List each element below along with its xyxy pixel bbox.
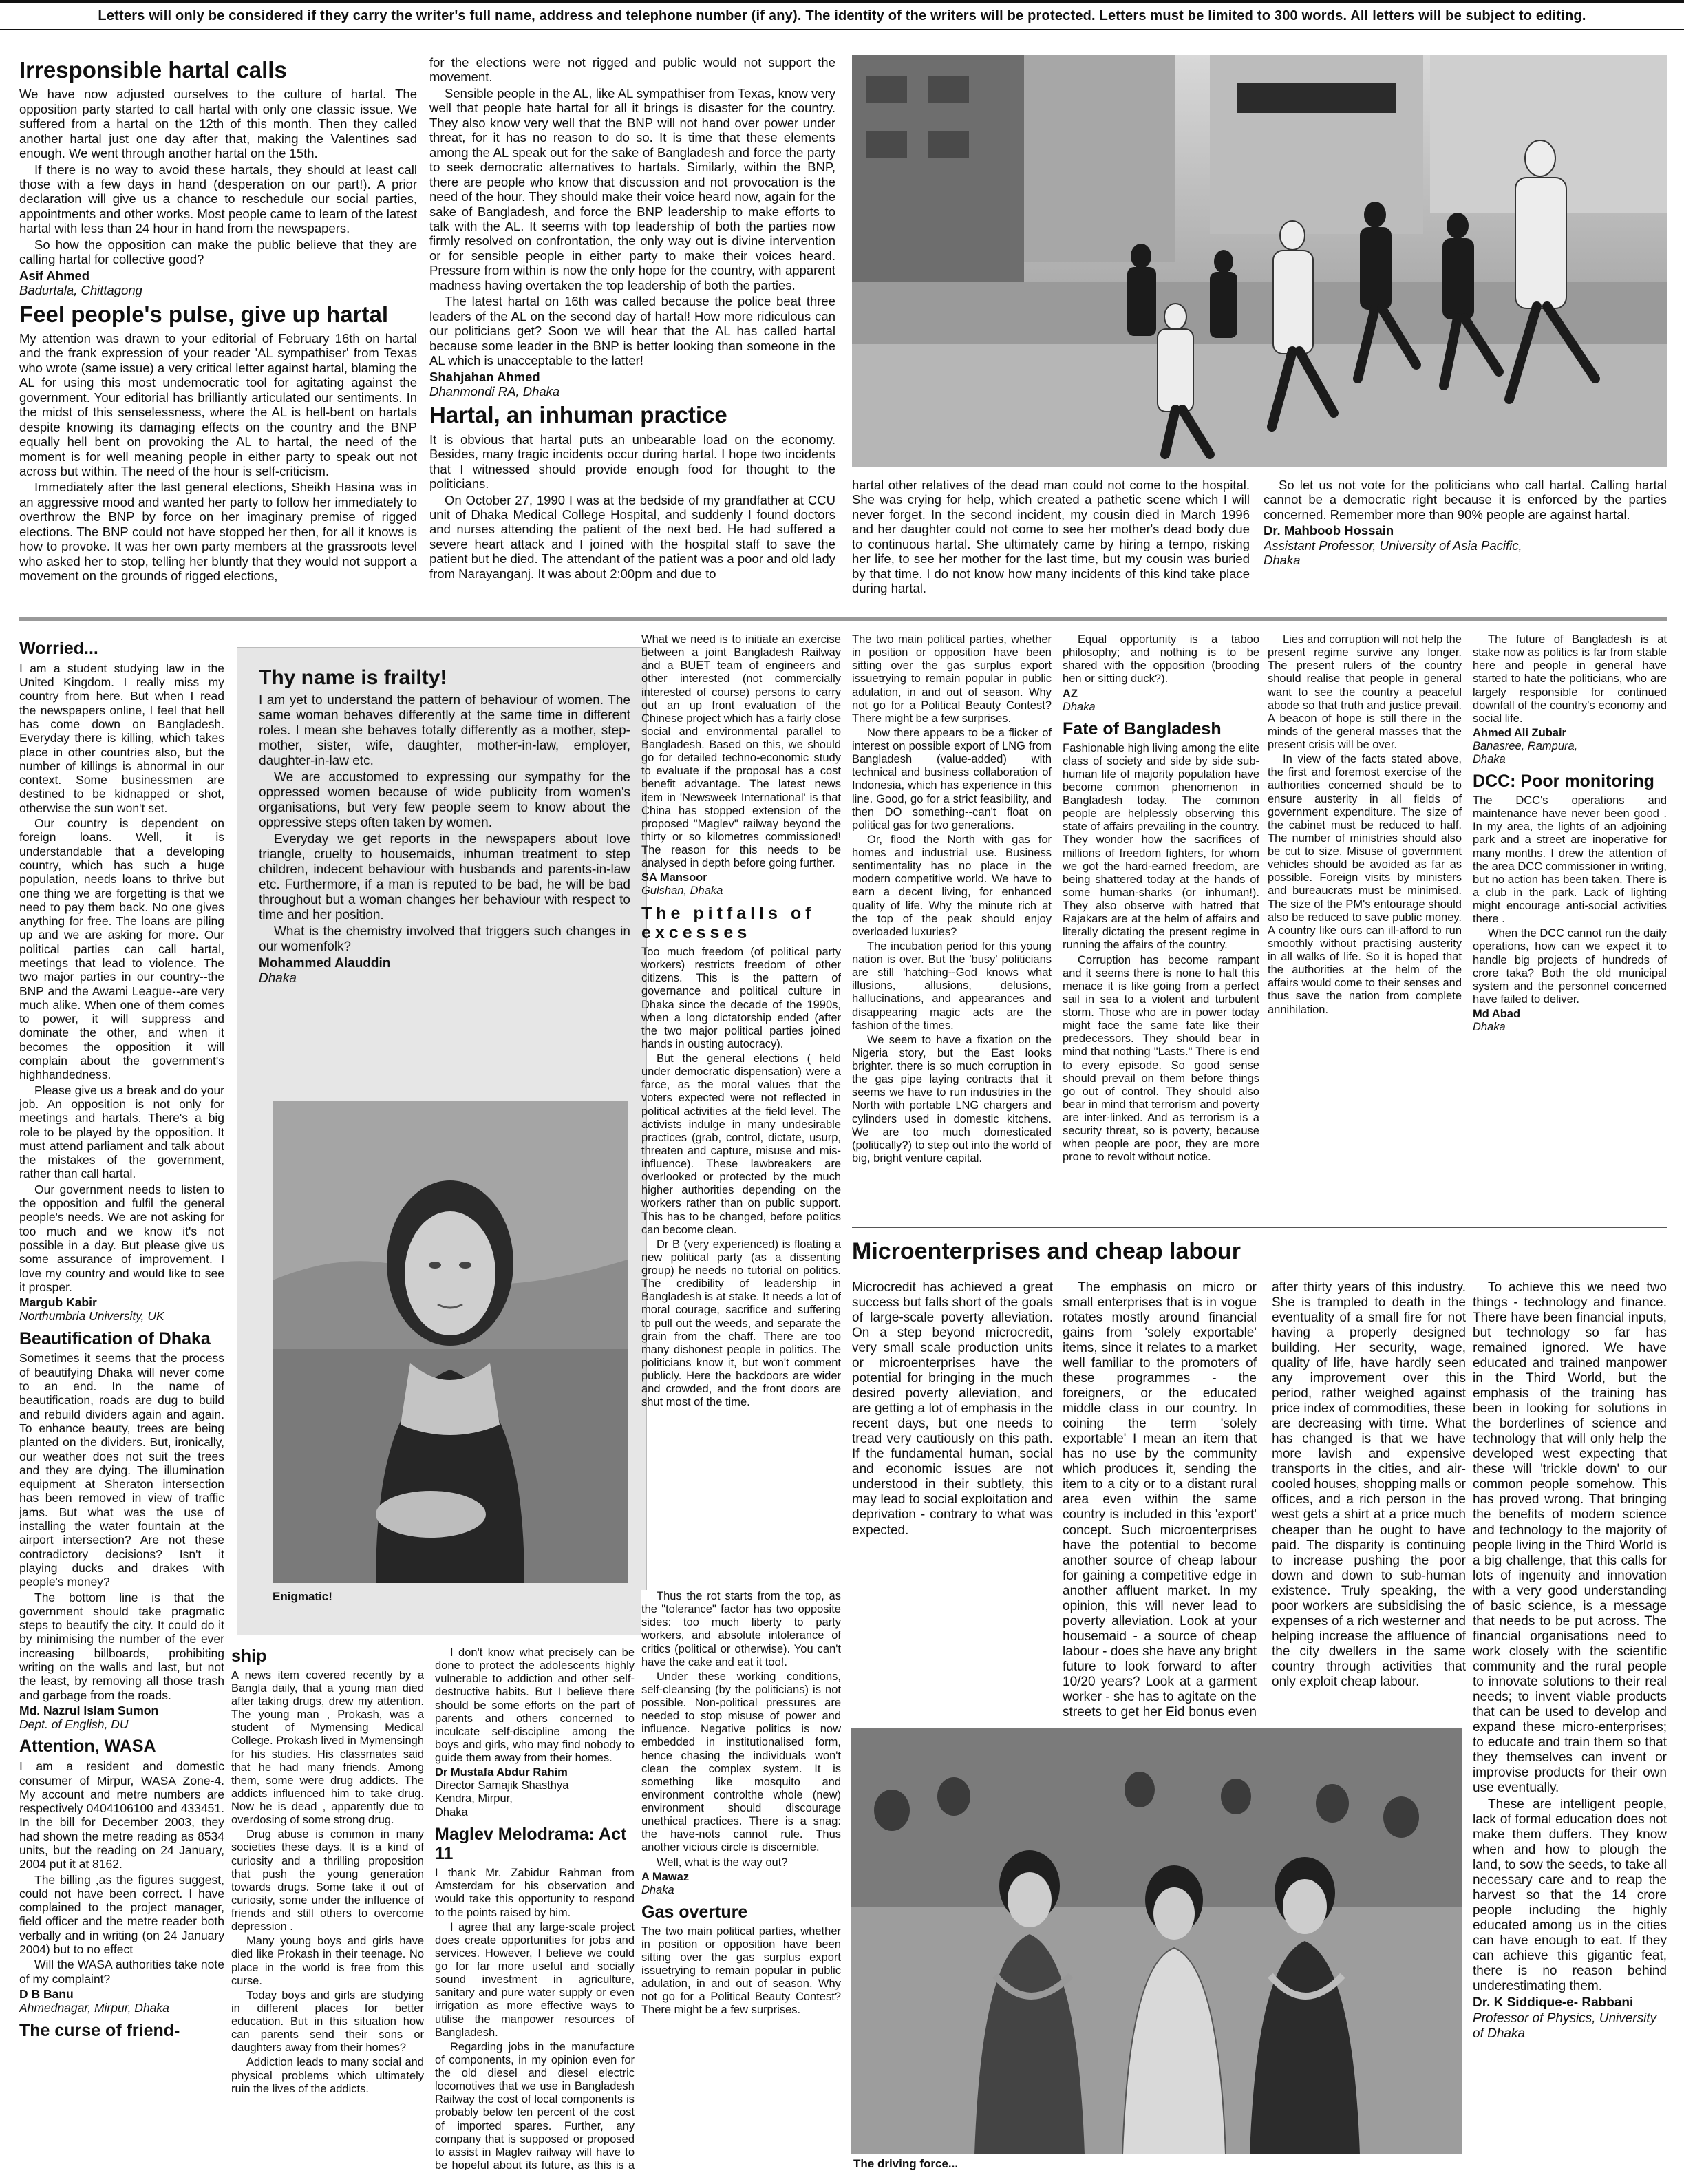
paragraph: The two main political parties, whether in position or opposition have been sitting over the gas surplus export issuetrying to remain popular in public adulation, in and out of season. Why not go for a Political Beauty Contest? There might be a few surprises.	[852, 633, 1052, 725]
headline-pitfalls: The pitfalls of excesses	[641, 903, 816, 943]
paragraph: Our country is dependent on foreign loans. Well, it is understandable that a developing country, which has such a huge population, needs loans to thrive but one thing we are forgetting is that we need to pay them back. No one gives anything for free. The loans are piling up and we are asking for more. Our political parties can call hartal, meetings that lead to violence. The two major parties in our country--the BNP and the Awami League--are very much alike. When one of them comes to power, it will suppress and dominate the other, and when it becomes the opposition it will complain about the government's highhandedness.	[19, 816, 224, 1082]
author-name: Md. Nazrul Islam Sumon	[19, 1703, 159, 1717]
paragraph: Immediately after the last general elections, Sheikh Hasina was in an aggressive mood and wanted her party to follow her immediately to overthrow the BNP by force on her imaginary premise of rigged elections. The BNP could not have stopped her then, for all it knows is how to provoke. It was her own party members at the grassroots level who asked her to stop, telling her bluntly that they would not support a movement on the grounds of rigged elections,	[19, 480, 417, 584]
paragraph: The DCC's operations and maintenance have never been good . In my area, the lights of an adjoining park and a street are inoperative for many months. I drew the attention of the area DCC commissioner in writing, but no action has been taken. There is a club in the park. Lack of lighting might encourage anti-social activities there .	[1473, 794, 1667, 926]
paragraph: We seem to have a fixation on the Nigeria story, but the East looks brighter. there is so much corruption in the gas pipe laying contracts that it seems we have to run industries in the North with portable LNG chargers and cylinders used in domestic kitchens. We are too much domesticated (politically?) to step out into the world of big, bright venture capital.	[852, 1033, 1052, 1165]
lower-column-5	[1063, 633, 1259, 1218]
paragraph: I thank Mr. Zabidur Rahman from Amsterdam for his observation and would take this opportunity to respond to the points raised by him.	[435, 1867, 635, 1919]
paragraph: Our government needs to listen to the opposition and fulfil the general people's needs. We are not asking for too much and we know it's not possible in a day. But please give us some assurance of improvement. I love my country and would like to see it prosper.	[19, 1182, 224, 1294]
friendship-column-a	[231, 1646, 424, 2170]
paragraph: I am a resident and domestic consumer of Mirpur, WASA Zone-4. My account and metre numbers are respectively 0404106100 and 433451. In the bill for December 2003, they had shown the metre reading as 8534 units, but the reading on 24 January, 2004 put it at 8162.	[19, 1759, 224, 1872]
frailty-letter	[259, 661, 630, 1074]
author-location: Northumbria University, UK	[19, 1309, 164, 1324]
headline-dcc: DCC: Poor monitoring	[1473, 772, 1654, 792]
headline-micro: Microenterprises and cheap labour	[852, 1238, 1241, 1264]
headline-worried: Worried...	[19, 639, 98, 658]
author-location: Dhanmondi RA, Dhaka	[429, 383, 560, 399]
author-name: Shahjahan Ahmed	[429, 369, 540, 384]
micro-divider	[852, 1227, 1667, 1228]
author-location: Professor of Physics, University	[1473, 2011, 1657, 2026]
author-location: Dhaka	[1473, 753, 1506, 766]
paragraph: Corruption has become rampant and it seems there is none to halt this menace it is like going from a perfect sail in sea to a violent and turbulent storm. Those who are in power today might face the same fate like their predecessors. They should bear in mind that nothing "Lasts." There is end to every episode. So good sense should prevail on them before things go out of control. They should also bear in mind that terrorism and poverty are inter-linked. And as terrorism is a security threat, so is poverty, because when people are poor, they are more prone to revolt without notice.	[1063, 953, 1259, 1164]
author-name: Ahmed Ali Zubair	[1473, 726, 1566, 739]
author-location: Dhaka	[641, 1883, 674, 1896]
paragraph: Please give us a break and do your job. An opposition is not only for meetings and hartals. There's a big role to be played by the opposition. It must attend parliament and talk about the mistakes of the government, rather than call hartal.	[19, 1083, 224, 1181]
author-name: AZ	[1063, 687, 1078, 700]
headline-friendship: The curse of friend-	[19, 2020, 180, 2040]
paragraph: What we need is to initiate an exercise between a joint Bangladesh Railway and a BUET team of engineers and other interested (not commercially interested of course) persons to carry out an up front evaluation of the Chinese project which has a fairly close social and environmental parallel to Bangladesh. Based on this, we should go for detailed techno-economic study to evaluate if the proposal has a cost benefit advantage. The latest news item in 'Newsweek International' is that China has stopped extension of the proposed "Maglev" railway beyond the thirty or so kilometres commissioned! The reason for this needs to be analysed in depth before going further.	[641, 633, 841, 870]
lower-column-1	[19, 633, 224, 2170]
paragraph: for the elections were not rigged and public would not support the movement.	[429, 55, 835, 85]
paragraph: I am a student studying law in the United Kingdom. I really miss my country from here. But when I read the newspapers online, I feel that hell has come down on Bangladesh. Everyday there is killing, which takes place in other countries also, but the number of killings is abnormal in our context. Some businessmen are destined to be kidnapped or shot, otherwise the sun won't set.	[19, 661, 224, 815]
author-location: Kendra, Mirpur,	[435, 1792, 513, 1805]
paragraph: Too much freedom (of political party workers) restricts freedom of other citizens. This is the pattern of governance and political culture in Dhaka since the decade of the 1990s, when a long dictatorship ended (after the two major political parties joined hands in ousting autocracy).	[641, 946, 841, 1050]
lower-column-6	[1268, 633, 1462, 1218]
micro-column-4	[1473, 1280, 1667, 2170]
paragraph: Lies and corruption will not help the present regime survive any longer. The present rulers of the country should realise that people in general want to see the country a peaceful abode so that truth and justice prevail. A beacon of hope is still there in the minds of the general masses that the present crisis will be over.	[1268, 633, 1462, 751]
paragraph: The future of Bangladesh is at stake now as politics is far from stable here and people in general have started to hate the politicians, who are largely responsible for continued downfall of the country's economy and social life.	[1473, 633, 1667, 725]
author-name: Dr. Mahboob Hossain	[1264, 523, 1394, 538]
paragraph: The billing ,as the figures suggest, could not have been correct. I have complained to the project manager, field officer and the metre reader both verbally and in writing (on 24 January 2004) but to no effect	[19, 1872, 224, 1957]
paragraph	[641, 1925, 841, 2017]
headline-pulse: Feel people's pulse, give up hartal	[19, 301, 388, 327]
author-name: SA Mansoor	[641, 871, 707, 884]
paragraph: The latest hartal on 16th was called because the police beat three leaders of the AL on the second day of hartal! How more ridiculous can our politicians get? Soon we will hear that the AL has called hartal because some leader in the BNP is better looking than someone in the AL which is unacceptable to the latter!	[429, 294, 835, 368]
headline-friendship-cont: ship	[231, 1646, 267, 1666]
paragraph: When the DCC cannot run the daily operations, how can we expect it to handle big projects of hundreds of crore taka? Both the old municipal system and the personnel concerned have failed to deliver.	[1473, 927, 1667, 1006]
paragraph: Sometimes it seems that the process of beautifying Dhaka will never come to an end. In the name of beautification, roads are dug to build and rebuild dividers again and again. To enhance beauty, trees are being planted on the dividers. But, ironically, our weather does not suit the trees and they are dying. The illumination equipment at Sheraton intersection has been removed in view of traffic jams. But what was the use of installing the water fountain at the airport intersection? Are not these contradictory decisions? Isn't it playing ducks and drakes with people's money?	[19, 1351, 224, 1589]
banner-text: Letters will only be considered if they carry the writer's full name, address and telephone number (if any). The identity of the writers will be protected. Letters must be limited to 300 words. All letters will be subject to editing.	[98, 8, 1586, 23]
paragraph: It is obvious that hartal puts an unbearable load on the economy. Besides, many tragic incidents occur during hartal. I hope two incidents that I witnessed should provide enough food for thought to the politicians.	[429, 432, 835, 491]
paragraph: We have now adjusted ourselves to the culture of hartal. The opposition party started to call hartal with only one classic issue. We suffered from a hartal on the 12th of this month. Then they called another hartal just one day after that, making the Valentines sad enough. We went through another hartal on the 15th.	[19, 87, 417, 161]
paragraph: Addiction leads to many social and physical problems which ultimately ruin the lives of the addicts.	[231, 2056, 424, 2095]
top-column-3	[852, 478, 1250, 610]
author-location: Dhaka	[259, 971, 297, 986]
author-name: D B Banu	[19, 1986, 74, 2001]
paragraph: On October 27, 1990 I was at the bedside of my grandfather at CCU unit of Dhaka Medical College Hospital, and suddenly I found doctors and nurses attending the patient of the next bed. He had suffered a severe heart attack and I joined with the hospital staff to save the patient but he died. The attendant of the patient was a poor and old lady from Narayanganj. It was about 2:00pm and due to	[429, 492, 835, 581]
paragraph: These are intelligent people, lack of formal education does not make them duffers. They know when and how to plough the land, to sow the seeds, to take all necessary care and to reap the harvest so that the 14 crore people including the highly educated among us in the cities can have enough to eat. If they can achieve this gigantic feat, there is no reason behind underestimating them.	[1473, 1797, 1667, 1994]
paragraph: hartal other relatives of the dead man could not come to the hospital. She was crying for help, which created a pathetic scene which I will never forget. In the second incident, my cousin died in March 1996 and her daughter could not come to see her mother's dead body due to continuous hartal. She ultimately came by hiring a tempo, risking her life, to see her mother for the last time, but my cousin was buried by that time. I do not know how many incidents of this kind take place during hartal.	[852, 478, 1250, 596]
author-location: Gulshan, Dhaka	[641, 884, 723, 898]
paragraph: To achieve this we need two things - technology and finance. There have been financial inputs, but technology so far has remained ignored. We have educated and trained manpower in the Third World, but the emphasis of the training has been in looking for solutions in the borderlines of science and technology that will only help the developed west expecting that these will 'trickle down' to our common people somehow. This has proved wrong. That bringing the benefits of modern science and technology to the majority of people living in the Third World is a big challenge, that this calls for lots of ingenuity and innovation with a very good understanding of basic science, is a message that needs to be put across. The financial organisations need to work closely with the scientific community and the rural people to innovate solutions to their real needs; to invent viable products that can be used to develop and expand these micro-enterprises; to educate and train them so that they themselves can invent or improvise products for their own use eventually.	[1473, 1280, 1667, 1796]
paragraph: Regarding jobs in the manufacture of components, in my opinion even for the old diesel and diesel electric locomotives that we use in Bangladesh Railway the cost of local components is probably below ten percent of the cost of imported spares. Further, any company that is supposed or proposed to assist in Maglev railway will have to be hopeful about its future, as this is a	[435, 2040, 635, 2170]
author-location: of Dhaka	[1473, 2026, 1526, 2041]
garment-workers-photo	[851, 1728, 1462, 2154]
author-location: Director Samajik Shasthya	[435, 1779, 569, 1792]
author-location: Dept. of English, DU	[19, 1717, 129, 1732]
paragraph: Well, what is the way out?	[657, 1856, 788, 1869]
headline-frailty: Thy name is frailty!	[259, 666, 447, 689]
paragraph: Will the WASA authorities take note of my complaint?	[19, 1958, 224, 1986]
headline-wasa: Attention, WASA	[19, 1737, 156, 1757]
paragraph: Under these working conditions, self-cleansing (by the politicians) is not possible. Non-political pressures are needed to stop misuse of power and influence. Negative politics is now embedded in institutionalised form, hence chasing the individuals won't clean the complex system. It is something like mosquito and environment controlthe whole (new) environment should discourage unethical practices. There is a snag: the have-nots cannot rule. Thus another vicious circle is discernible.	[641, 1670, 841, 1854]
author-name: Mohammed Alauddin	[259, 956, 391, 971]
paragraph: The bottom line is that the government should take pragmatic steps to beautify the city. It could do it by minimising the number of the ever increasing billboards, prohibiting writing on the walls and last, but not the least, by removing all those trash and garbage from the roads.	[19, 1590, 224, 1702]
paragraph: So how the opposition can make the public believe that they are calling hartal for collective good?	[19, 237, 417, 267]
top-column-2	[429, 55, 835, 609]
lower-column-7	[1473, 633, 1667, 1218]
image-caption: Enigmatic!	[273, 1590, 332, 1603]
gas-intro-text: The two main political parties, whether in position or opposition have been sitting over the gas surplus export issuetrying to remain popular in public adulation, in and out of season. Why not go for a Political Beauty Contest? There might be a few surprises.	[641, 1925, 841, 2017]
micro-column-2	[1063, 1280, 1466, 1721]
paragraph: If there is no way to avoid these hartals, they should at least call those with a few days in hand (desperation on our part!). A prior declaration will give us a chance to reschedule our social parties, appointments and other works. Most people came to learn of the latest hartal with less than 24 hour in hand from the newspapers.	[19, 162, 417, 236]
paragraph: Today boys and girls are studying in different places for better education. But in this situation how can parents send their sons or daughters away from their homes?	[231, 1989, 424, 2055]
paragraph: Many young boys and girls have died like Prokash in their teenage. No place in the world is free from this curse.	[231, 1935, 424, 1987]
author-location: Assistant Professor, University of Asia Pacific,	[1264, 538, 1522, 553]
paragraph: Equal opportunity is a taboo philosophy; and nothing is to be shared with the opposition (brooding hen or sitting duck?).	[1063, 633, 1259, 686]
headline-gas: Gas overture	[641, 1902, 748, 1922]
author-name: Dr Mustafa Abdur Rahim	[435, 1766, 568, 1779]
paragraph: I agree that any large-scale project does create opportunities for jobs and services. However, I believe we could go for far more useful and socially sound investment in agriculture, sanitary and pure water supply or even irrigation as more effective ways to utilise the manpower resources of Bangladesh.	[435, 1920, 635, 2039]
paragraph: Dr B (very experienced) is floating a new political party (as a dissenting group) he needs no tutorial on politics. The credibility of leadership in Bangladesh is at stake. It needs a lot of moral courage, sacrifice and suffering to pull out the weeds, and separate the grain from the chaff. There are too many dishonest people in politics. The politicians know it, but won't comment publicly. Here the backdoors are wider and crowded, and the front doors are shut most of the time.	[641, 1238, 841, 1409]
lower-column-3b	[641, 1590, 841, 2170]
image-caption: The driving force...	[853, 2157, 959, 2170]
author-name: Dr. K Siddique-e- Rabbani	[1473, 1995, 1634, 2011]
headline-fate: Fate of Bangladesh	[1063, 719, 1222, 739]
author-location: Dhaka	[1264, 553, 1301, 568]
friendship-column-b	[435, 1646, 635, 2170]
letters-policy-banner	[0, 0, 1684, 30]
paragraph: I don't know what precisely can be done to protect the adolescents highly vulnerable to addiction and other self-destructive habits. But I believe there should be some efforts on the part of parents and others concerned to inculcate self-discipline among the boys and girls, who may find nobody to guide them away from their homes.	[435, 1646, 635, 1764]
paragraph: A news item covered recently by a Bangla daily, that a young man died after taking drugs, drew my attention. The young man , Prokash, was a student of Mymensing Medical College. Prokash lived in Mymensingh for his studies. His classmates said that he had many friends. Among them, some were drug addicts. The addicts influenced him to take drug. Now he is dead , apparently due to overdosing of some strong drug.	[231, 1668, 424, 1827]
mona-lisa-image	[273, 1101, 628, 1583]
paragraph: Sensible people in the AL, like AL sympathiser from Texas, know very well that people hate hartal for all it brings is disaster for the country. They also know very well that the BNP will not hand over power under threat, for it has no reason to do so. It is time that these elements among the AL speak out for the sake of Bangladesh and force the party to seek democratic alternatives to hartals. Similarly, within the BNP, there are people who know that discussion and not provocation is the need of the hour. They should make their voice heard now, again for the sake of Bangladesh, and force the BNP leadership to make efforts to talk with the AL. It seems with top leadership of both the parties now firmly resolved on confrontation, the only way out is divine intervention or for sensible people in either party to make their voices heard. Pressure from within is now the only hope for the country, with apparent madness having overtaken the top leadership of both the parties.	[429, 85, 835, 293]
micro-column-1	[852, 1280, 1053, 1721]
headline-beautification: Beautification of Dhaka	[19, 1328, 211, 1348]
headline-maglev: Maglev Melodrama: Act 11	[435, 1824, 627, 1864]
section-divider	[19, 617, 1667, 621]
author-name: Margub Kabir	[19, 1295, 97, 1310]
paragraph: Microcredit has achieved a great success but falls short of the goals of large-scale poverty alleviation. On a step beyond microcredit, very small scale production units or microenterprises have the potential for bringing in the much desired poverty alleviation, and are getting a lot of emphasis in the recent days, but one needs to tread very cautiously on this path. If the fundamental human, social and economic issues are not understood in their subtlety, this may lead to social exploitation and deprivation - contrary to what was expected.	[852, 1280, 1053, 1538]
headline-irresponsible: Irresponsible hartal calls	[19, 57, 287, 83]
paragraph: Or, flood the North with gas for homes and industrial use. Business sentimentality has no place in the modern competitive world. We have to earn a decent living, for enhanced quality of life. Why the minute rich at the top of the peak should enjoy overloaded luxuries?	[852, 833, 1052, 938]
paragraph: My attention was drawn to your editorial of February 16th on hartal and the frank expression of your reader 'AL sympathiser' from Texas who wrote (same issue) a very critical letter against hartal, blaming the AL for using this most undemocratic tool for agitating against the government. Your editorial has brilliantly articulated our sentiments. In the midst of this senselessness, where the AL is hell-bent on hartals despite knowing its damaging effects on the country and the BNP equally hell bent on provoking the AL to hartal, the need of the moment is for well meaning people in either party to speak out not across but within. The need of the hour is self-criticism.	[19, 330, 417, 479]
paragraph: The emphasis on micro or small enterprises that is in vogue rotates mostly around financial gains from 'solely exportable' items, since it relates to a market well familiar to the promoters of these programmes - the foreigners, or the educated middle class in our country. In coining the term 'solely exportable' I mean an item that has no use by the community which produces it, sending the item to a city or to a distant rural area even within the same country is included in this 'export' concept. Such microenterprises have the potential to become another source of cheap labour for gaining a competitive edge in another affluent market. In my opinion, this will never lead to poverty alleviation. Look at your housemaid - a source of cheap labour - does she have any bright future to look forward to after 10/20 years? Look at a garment worker - she has to agitate on the streets to get her Eid bonus even after thirty years of this industry. She is trampled to death in the eventuality of a small fire for not having a properly designed building. Her security, wage, quality of life, have hardly seen any improvement over this period, rather weighed against price index of commodities, these are decreasing with time. What has changed is that we have more lavish and expensive transports in the cities, and air-cooled houses, shopping malls or offices, and a rich person in the west gets a shirt at a price much cheaper than he ought to have paid. The disparity is continuing to increase pushing the poor down and down to sub-human existence. Truly speaking, the poor workers are subsidising the expenses of a rich westerner and helping increase the affluence of the city dwellers in the same country through activities that only exploit cheap labour.	[1063, 1280, 1466, 1719]
paragraph: What is the chemistry involved that triggers such changes in our womenfolk?	[259, 924, 630, 954]
paragraph: So let us not vote for the politicians who call hartal. Calling hartal cannot be a democratic right because it is enforced by the parties concerned. Remember more than 90% people are against hartal.	[1264, 478, 1667, 522]
paragraph: Now there appears to be a flicker of interest on possible export of LNG from Bangladesh (value-added) with technical and business collaboration of Indonesia, which has experience in this line. Good, go for a strict feasibility, and then DO something--can't float on political gas for two generations.	[852, 726, 1052, 831]
author-location: Banasree, Rampura,	[1473, 740, 1578, 752]
top-column-4	[1264, 478, 1667, 610]
paragraph: The incubation period for this young nation is over. But the 'busy' politicians are still 'hatching--God knows what illusions, allusions, delusions, hallucinations, and appearances and disappearing magic acts are the fashion of the times.	[852, 940, 1052, 1032]
paragraph: In view of the facts stated above, the first and foremost exercise of the authorities concerned should be to ensure austerity in all fields of government expenditure. The size of the cabinet must be reduced to half. The number of ministries should also be cut to size. Misuse of government vehicles should be avoided as far as possible. Foreign visits by ministers and bureaucrats must be minimised. The size of the PM's entourage should also be reduced to save public money. A country like ours can ill-afford to run smoothly without practising austerity in all walks of life. So it is hoped that the authorities at the helm of the affairs would come to their senses and thus save the nation from complete annihilation.	[1268, 753, 1462, 1016]
paragraph: Drug abuse is common in many societies these days. It is a kind of curiosity and a thrilling proposition that push the young generation towards drugs. Some take it out of curiosity, some under the influence of friends and still others to overcome depression .	[231, 1828, 424, 1933]
author-location: Ahmednagar, Mirpur, Dhaka	[19, 2001, 169, 2015]
paragraph: We are accustomed to expressing our sympathy for the oppressed women because of wide publicity from women's organisations, but very few people seem to know about the oppressive steps often taken by women.	[259, 770, 630, 830]
author-name: Md Abad	[1473, 1008, 1521, 1020]
lower-column-4	[852, 633, 1052, 1218]
paragraph: Thus the rot starts from the top, as the "tolerance" factor has two opposite sides: too much liberty to party workers, and absolute intolerance of critics (political or otherwise). You can't have the cake and eat it too!.	[641, 1590, 841, 1668]
paragraph: But the general elections ( held under democratic dispensation) were a farce, as the moral values that the voters expected were not reflected in political activities at the field level. The activists indulge in many undesirable practices (grab, control, dictate, usurp, threaten and capture, misuse and mis-influence). These lawbreakers are overlooked or protected by the much higher authorities depending on the workers rather than on public support. This has to be changed, before politics can become clean.	[641, 1052, 841, 1236]
paragraph: Everyday we get reports in the newspapers about love triangle, cruelty to housemaids, inhuman treatment to step children, indecent behaviour with husbands and parents-in-law etc. Furthermore, if a man is reputed to be bad, he will be bad throughout but a woman changes her behaviour with respect to time and her position.	[259, 831, 630, 922]
author-location: Dhaka	[1063, 700, 1096, 713]
top-column-1	[19, 55, 417, 609]
headline-inhuman: Hartal, an inhuman practice	[429, 402, 727, 428]
author-location: Dhaka	[435, 1805, 468, 1819]
author-name: Asif Ahmed	[19, 268, 90, 283]
hartal-street-photo	[852, 55, 1667, 467]
author-location: Dhaka	[1473, 1021, 1506, 1034]
paragraph: Fashionable high living among the elite class of society and side by side sub-human life of majority population have become common phenomenon in Bangladesh today. The common people are helplessly observing this state of affairs prevailing in the country. They wonder how the sacrifices of millions of freedom fighters, for whom we got the hard-earned freedom, are being shattered today at the hands of some human-sharks (or inhuman!). They also observe with hatred that Rajakars are at the helm of affairs and literally dictating the present regime in running the affairs of the country.	[1063, 741, 1259, 952]
author-location: Badurtala, Chittagong	[19, 283, 142, 298]
author-name: A Mawaz	[641, 1870, 690, 1883]
paragraph: I am yet to understand the pattern of behaviour of women. The same woman behaves differently at the same time in different roles. I mean she behaves totally differently as a mother, step-mother, sister, wife, daughter, mother-in-law, employer, daughter-in-law etc.	[259, 692, 630, 768]
